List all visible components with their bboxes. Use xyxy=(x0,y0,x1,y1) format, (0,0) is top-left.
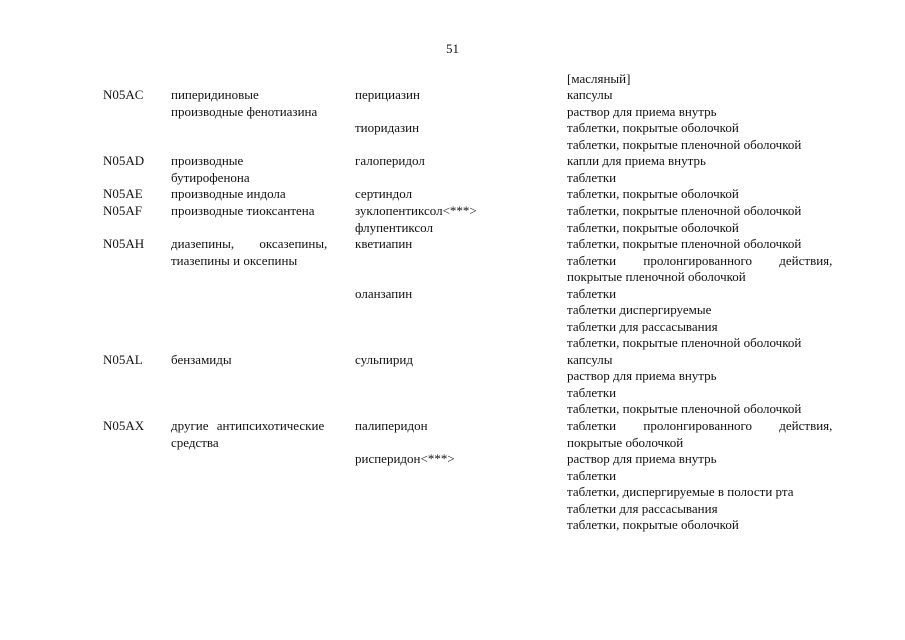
atc-code: N05AH xyxy=(103,236,145,251)
form-text: капсулы xyxy=(567,87,613,102)
drug-name: галоперидол xyxy=(355,153,425,168)
form-text: покрытые оболочкой xyxy=(567,434,684,450)
group-name xyxy=(171,236,347,253)
drug-name: флупентиксол xyxy=(355,219,433,235)
atc-code: N05AX xyxy=(103,418,145,433)
form-text: покрытые пленочной оболочкой xyxy=(567,269,746,284)
drug-name: зуклопентиксол<***> xyxy=(355,203,477,218)
form-text: капли для приема внутрь xyxy=(567,153,706,168)
page-number: 51 xyxy=(446,41,459,56)
form-text: капсулы xyxy=(567,351,613,367)
group-name: пиперидиновые xyxy=(171,87,259,102)
group-name: бутирофенона xyxy=(171,169,250,185)
drug-name: перициазин xyxy=(355,87,420,102)
drug-name: сульпирид xyxy=(355,351,413,367)
atc-code: N05AD xyxy=(103,153,145,168)
atc-code: N05AE xyxy=(103,186,143,201)
group-name: производные индола xyxy=(171,186,286,201)
drug-name: сертиндол xyxy=(355,186,413,201)
form-text: таблетки, покрытые пленочной оболочкой xyxy=(567,335,802,350)
form-text: таблетки пролонгированного действия, xyxy=(567,252,833,268)
form-text: таблетки, покрытые оболочкой xyxy=(567,186,739,201)
form-text: таблетки xyxy=(567,384,617,400)
form-text: таблетки xyxy=(567,169,617,185)
form-text: таблетки xyxy=(567,285,617,301)
form-text: раствор для приема внутрь xyxy=(567,451,717,466)
atc-code: N05AC xyxy=(103,87,144,102)
atc-code: N05AL xyxy=(103,351,143,367)
form-text: таблетки xyxy=(567,467,617,483)
form-text: раствор для приема внутрь xyxy=(567,368,717,383)
drug-name: палиперидон xyxy=(355,418,428,433)
group-name: производные xyxy=(171,153,244,168)
form-text: таблетки, покрытые оболочкой xyxy=(567,219,739,235)
group-name: бензамиды xyxy=(171,351,232,367)
group-word: диазепины, оксазепины, xyxy=(171,236,328,251)
group-name: тиазепины и оксепины xyxy=(171,252,298,268)
drug-name: рисперидон<***> xyxy=(355,451,455,466)
drug-name: оланзапин xyxy=(355,285,413,301)
form-text: таблетки, покрытые оболочкой xyxy=(567,120,739,135)
group-name: производные фенотиазина xyxy=(171,103,318,119)
drug-name: тиоридазин xyxy=(355,120,420,135)
form-text: таблетки, покрытые пленочной оболочкой xyxy=(567,203,802,218)
form-text: таблетки, покрытые пленочной оболочкой xyxy=(567,136,802,152)
form-text: таблетки, покрытые оболочкой xyxy=(567,517,739,532)
form-text: таблетки пролонгированного действия, xyxy=(567,418,833,433)
form-text: таблетки, покрытые пленочной оболочкой xyxy=(567,401,802,416)
group-name: средства xyxy=(171,434,219,450)
group-name: производные тиоксантена xyxy=(171,203,315,218)
form-text: таблетки для рассасывания xyxy=(567,500,718,516)
drug-name: кветиапин xyxy=(355,236,413,251)
form-text: таблетки, диспергируемые в полости рта xyxy=(567,484,794,499)
form-text: таблетки для рассасывания xyxy=(567,318,718,334)
form-text: раствор для приема внутрь xyxy=(567,103,717,119)
form-text: таблетки диспергируемые xyxy=(567,302,712,317)
atc-code: N05AF xyxy=(103,203,143,218)
form-text: [масляный] xyxy=(567,71,631,86)
group-name: другие антипсихотические xyxy=(171,418,325,433)
form-text: таблетки, покрытые пленочной оболочкой xyxy=(567,236,802,251)
